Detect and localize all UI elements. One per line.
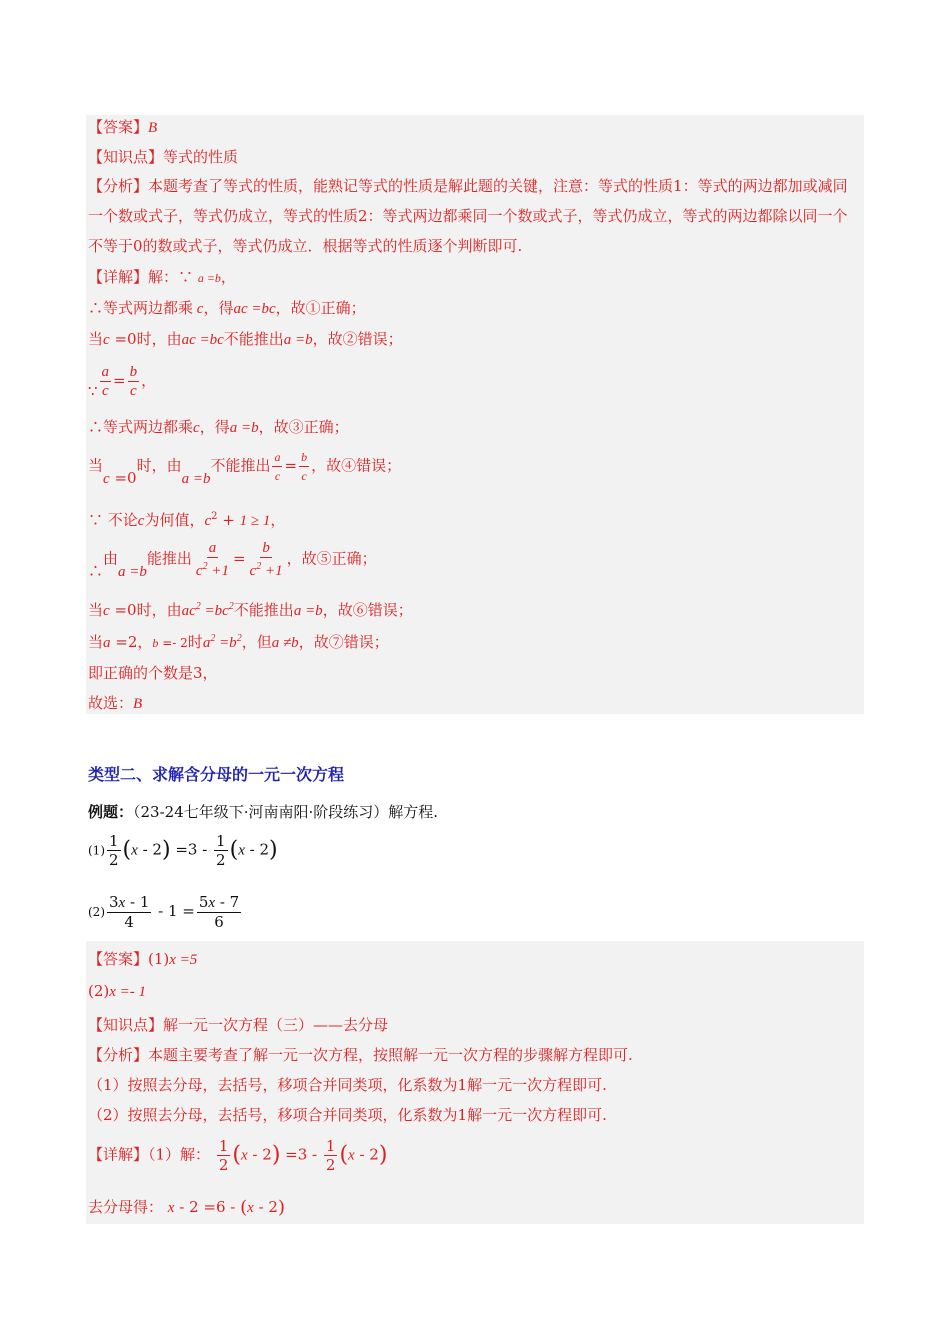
text: 为何值，	[144, 511, 205, 529]
text: ，得	[199, 418, 230, 436]
text: 时	[187, 633, 203, 651]
text: B	[133, 696, 143, 712]
step-line-9: 当a =2，b =- 2时$a^2 =b^2$，但a ≠b，故⑦错误；	[88, 633, 389, 651]
detail-start: 解：∵	[148, 268, 194, 286]
text: ∴	[88, 561, 104, 580]
detail-line: 【详解】解：∵ a =b，	[88, 268, 236, 286]
question-2: (2) $\frac{3x - 1}{4}$ - 1 = $\frac{5x - 7}{6}$	[88, 893, 240, 931]
knowledge-label: 【知识点】	[88, 148, 164, 166]
text: ∵ 不论	[88, 511, 138, 529]
solution-block-2	[86, 941, 864, 1224]
analysis-paragraph	[88, 171, 860, 261]
text: 时，由	[136, 330, 182, 348]
answer-1-value: x =5	[169, 952, 198, 968]
knowledge-value: 等式的性质	[163, 148, 239, 166]
text: 当	[88, 633, 104, 651]
answer-label: 【答案】	[88, 950, 149, 968]
knowledge-value: 解一元一次方程（三）——去分母	[163, 1016, 389, 1034]
text: ，故④错误；	[311, 456, 402, 475]
text: 当	[88, 456, 104, 475]
step-line-7: ∴由a =b能推出 $\frac{a}{c^2 +1}$ = $\frac{b}{c^2 +1}$ ，故⑤正确；	[88, 540, 377, 580]
detail-label: 【详解】	[88, 1145, 149, 1164]
step-1-line: （1）按照去分母，去括号，移项合并同类项，化系数为1解一元一次方程即可.	[88, 1076, 607, 1094]
clear-denom-label: 去分母得：	[88, 1198, 164, 1216]
q1-label: (1)	[88, 843, 105, 858]
answer-line	[88, 117, 157, 138]
answer-2-value: x =- 1	[109, 984, 147, 1000]
text: ，得	[203, 299, 234, 317]
step-2-line: （2）按照去分母，去括号，移项合并同类项，化系数为1解一元一次方程即可.	[88, 1106, 607, 1124]
step-line-3: ∵ $\frac{a}{c}$ = $\frac{b}{c}$ ，	[88, 364, 157, 400]
step-line-6: ∵ 不论c为何值，$c^2 + 1 \ge 1$，	[88, 511, 286, 529]
example-label: 例题：	[88, 803, 134, 821]
knowledge-label: 【知识点】	[88, 1016, 164, 1034]
text: ，故⑤正确；	[286, 549, 377, 568]
step-line-10: 即正确的个数是3，	[88, 664, 218, 682]
detail-label: 【详解】	[88, 268, 149, 286]
text: ∴等式两边都乘	[88, 299, 194, 317]
text: 时，由	[136, 601, 182, 619]
knowledge-line	[88, 147, 238, 167]
text: 不能推出	[210, 456, 271, 475]
analysis-text: 本题考查了等式的性质，能熟记等式的性质是解此题的关键，注意：等式的性质1：等式的两边都加或减同一个数或式子，等式仍成立，等式的性质2：等式两边都乘同一个数或式子，等式仍成立，等式的两边都除以同一个不等于0的数或式子，等式仍成立．根据等式的性质逐个判断即可.	[88, 177, 848, 255]
analysis-label: 【分析】	[88, 1046, 149, 1064]
answer-1-label: (1)	[148, 950, 170, 968]
text: 时，由	[136, 456, 182, 475]
section-heading: 类型二、求解含分母的一元一次方程	[88, 765, 345, 784]
text: ∴等式两边都乘	[88, 418, 194, 436]
step-line-5: 当c =0时，由a =b不能推出 $\frac{a}{c}$ = $\frac{b}{c}$ ，故④错误；	[88, 450, 402, 487]
text: ∵	[88, 382, 98, 400]
step-line-4: ∴等式两边都乘c，得a =b，故③正确；	[88, 418, 349, 436]
math-a-eq-b: a =b	[197, 271, 221, 285]
text: 不能推出	[233, 601, 294, 619]
step-line-1: ∴等式两边都乘 c，得ac =bc，故①正确；	[88, 299, 366, 317]
detail-line-2: 【详解】（1）解： $\frac{1}{2}$ (x - 2) =3 - $\frac{1}{2}$ (x - 2)	[88, 1137, 388, 1174]
q2-label: (2)	[88, 905, 105, 919]
answer-line-2	[88, 949, 197, 970]
text: ，	[137, 633, 153, 651]
text: 能推出	[146, 549, 192, 568]
analysis-label: 【分析】	[88, 177, 149, 195]
text: 当	[88, 601, 104, 619]
analysis-line-2	[88, 1045, 633, 1065]
text: 不能推出	[223, 330, 284, 348]
solution-block-1	[86, 115, 864, 714]
example-line	[88, 801, 438, 822]
text: ，故①正确；	[275, 299, 366, 317]
text: ，但	[241, 633, 272, 651]
text: 当	[88, 330, 104, 348]
example-text: （23-24七年级下·河南南阳·阶段练习）解方程.	[133, 803, 439, 821]
text: 故选：	[88, 694, 134, 712]
answer-value: B	[148, 120, 158, 136]
detail-start: （1）解：	[148, 1145, 211, 1164]
text: ，故⑦错误；	[298, 633, 389, 651]
step-line-2: 当c =0时，由ac =bc不能推出a =b，故②错误；	[88, 330, 403, 348]
clear-denominator-line: 去分母得： x - 2 =6 - (x - 2)	[88, 1197, 285, 1218]
analysis-text: 本题主要考查了解一元一次方程，按照解一元一次方程的步骤解方程即可.	[148, 1046, 633, 1064]
step-line-8: 当c =0时，由$ac^2 =bc^2$不能推出a =b，故⑥错误；	[88, 601, 413, 619]
text: ，故③正确；	[258, 418, 349, 436]
knowledge-line-2	[88, 1015, 388, 1035]
text: ，故⑥错误；	[322, 601, 413, 619]
text: ，故②错误；	[312, 330, 403, 348]
answer-2-label: (2)	[88, 982, 110, 1000]
text: 由	[103, 549, 119, 568]
answer-2-line	[88, 981, 146, 1002]
choice-line	[88, 693, 142, 714]
question-1: (1) $\frac{1}{2}$ (x - 2) =3 - $\frac{1}{2}$ (x - 2)	[88, 832, 278, 869]
answer-label: 【答案】	[88, 118, 149, 136]
